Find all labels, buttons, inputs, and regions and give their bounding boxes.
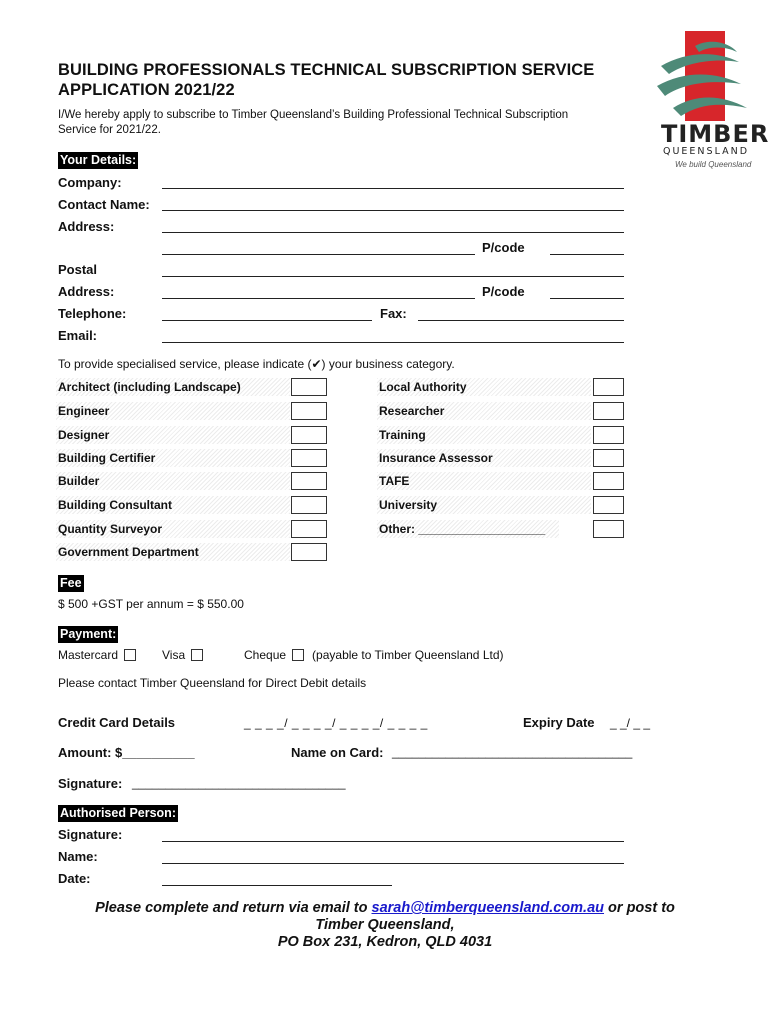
address-field-1[interactable] [162,232,624,233]
category-checkbox[interactable] [291,520,327,538]
intro-line-2: Service for 2021/22. [58,124,161,136]
contact-name-field[interactable] [162,210,624,211]
address-label: Address: [58,219,115,234]
postal-address-field-2[interactable] [162,298,475,299]
authorised-date-label: Date: [58,871,91,886]
category-checkbox[interactable] [291,472,327,490]
category-label: Quantity Surveyor [56,520,290,538]
category-checkbox[interactable] [291,543,327,561]
visa-checkbox[interactable] [191,649,203,661]
cheque-note: (payable to Timber Queensland Ltd) [312,648,504,662]
category-checkbox[interactable] [291,449,327,467]
fee-heading: Fee [60,576,82,590]
postal-address-label: Address: [58,284,115,299]
category-checkbox[interactable] [593,472,624,490]
category-checkbox[interactable] [593,426,624,444]
category-checkbox[interactable] [291,402,327,420]
logo-name: TIMBER [661,120,770,148]
name-on-card-label: Name on Card: [291,745,384,760]
category-label: Designer [56,426,290,444]
telephone-field[interactable] [162,320,372,321]
contact-name-label: Contact Name: [58,197,150,212]
amount-field[interactable]: Amount: $__________ [58,745,195,760]
category-label: University [377,496,591,514]
timber-queensland-logo [655,28,770,178]
authorised-signature-field[interactable] [162,841,624,842]
fax-field[interactable] [418,320,624,321]
category-checkbox[interactable] [291,496,327,514]
company-field[interactable] [162,188,624,189]
pcode-label: P/code [482,240,525,255]
mastercard-label: Mastercard [58,648,119,662]
title-line-2: APPLICATION 2021/22 [58,81,235,99]
payment-methods [58,648,136,662]
postal-pcode-field[interactable] [550,298,624,299]
fax-label: Fax: [380,306,407,321]
category-checkbox[interactable] [291,426,327,444]
category-label: Local Authority [377,378,591,396]
name-on-card-field[interactable]: ____________________________________ [392,745,633,759]
your-details-heading: Your Details: [60,153,137,167]
return-line-1 [40,900,730,917]
category-checkbox[interactable] [593,496,624,514]
expiry-label: Expiry Date [523,715,595,730]
payment-signature-field[interactable]: ________________________________ [132,776,346,790]
visa-label: Visa [162,648,186,662]
category-checkbox[interactable] [593,378,624,396]
expiry-field[interactable]: _ _/ _ _ [610,716,651,730]
category-label: Engineer [56,402,290,420]
category-label: Training [377,426,591,444]
category-label: Government Department [56,543,290,561]
authorised-person-heading: Authorised Person: [60,806,176,820]
return-suffix: or post to [604,900,675,916]
logo-tagline: We build Queensland [675,160,752,169]
return-prefix: Please complete and return via email to [95,900,372,916]
category-label: Building Certifier [56,449,290,467]
category-label: TAFE [377,472,591,490]
authorised-signature-label: Signature: [58,827,123,842]
direct-debit-note: Please contact Timber Queensland for Direct Debit details [58,676,367,690]
return-line-2: Timber Queensland, [315,917,455,933]
category-checkbox[interactable] [593,520,624,538]
page-title [58,60,658,100]
payment-heading: Payment: [60,627,117,641]
visa-option [162,648,203,662]
fee-text: $ 500 +GST per annum = $ 550.00 [58,597,244,611]
company-label: Company: [58,175,122,190]
return-line-3: PO Box 231, Kedron, QLD 4031 [277,934,493,950]
credit-card-number-field[interactable]: _ _ _ _/ _ _ _ _/ _ _ _ _/ _ _ _ _ [244,716,428,730]
cheque-checkbox[interactable] [292,649,304,661]
return-instructions [40,900,730,951]
contact-email-link[interactable]: sarah@timberqueensland.com.au [371,900,605,916]
category-label: Insurance Assessor [377,449,591,467]
category-label: Other: ___________________ [377,520,559,538]
postal-label: Postal [58,262,98,277]
postal-pcode-label: P/code [482,284,525,299]
authorised-name-label: Name: [58,849,98,864]
payment-signature-label: Signature: [58,776,123,791]
logo-emblem-icon [655,28,755,124]
title-line-1: BUILDING PROFESSIONALS TECHNICAL SUBSCRIPTION SERVICE [58,61,595,79]
mastercard-checkbox[interactable] [124,649,136,661]
intro-text [58,108,648,138]
category-checkbox[interactable] [593,449,624,467]
category-label: Architect (including Landscape) [56,378,290,396]
category-label: Building Consultant [56,496,290,514]
pcode-field[interactable] [550,254,624,255]
logo-subname: QUEENSLAND [663,146,750,157]
email-label: Email: [58,328,98,343]
authorised-name-field[interactable] [162,863,624,864]
telephone-label: Telephone: [58,306,127,321]
category-label: Builder [56,472,290,490]
address-field-2[interactable] [162,254,475,255]
cheque-label: Cheque [244,648,287,662]
intro-line-1: I/We hereby apply to subscribe to Timber Queensland’s Building Professional Technical Subscription [58,109,569,121]
email-field[interactable] [162,342,624,343]
postal-address-field-1[interactable] [162,276,624,277]
cheque-option [244,648,504,662]
category-checkbox[interactable] [291,378,327,396]
authorised-date-field[interactable] [162,885,392,886]
credit-card-label: Credit Card Details [58,715,176,730]
category-label: Researcher [377,402,591,420]
category-checkbox[interactable] [593,402,624,420]
category-instruction: To provide specialised service, please indicate (✔) your business category. [58,357,455,371]
